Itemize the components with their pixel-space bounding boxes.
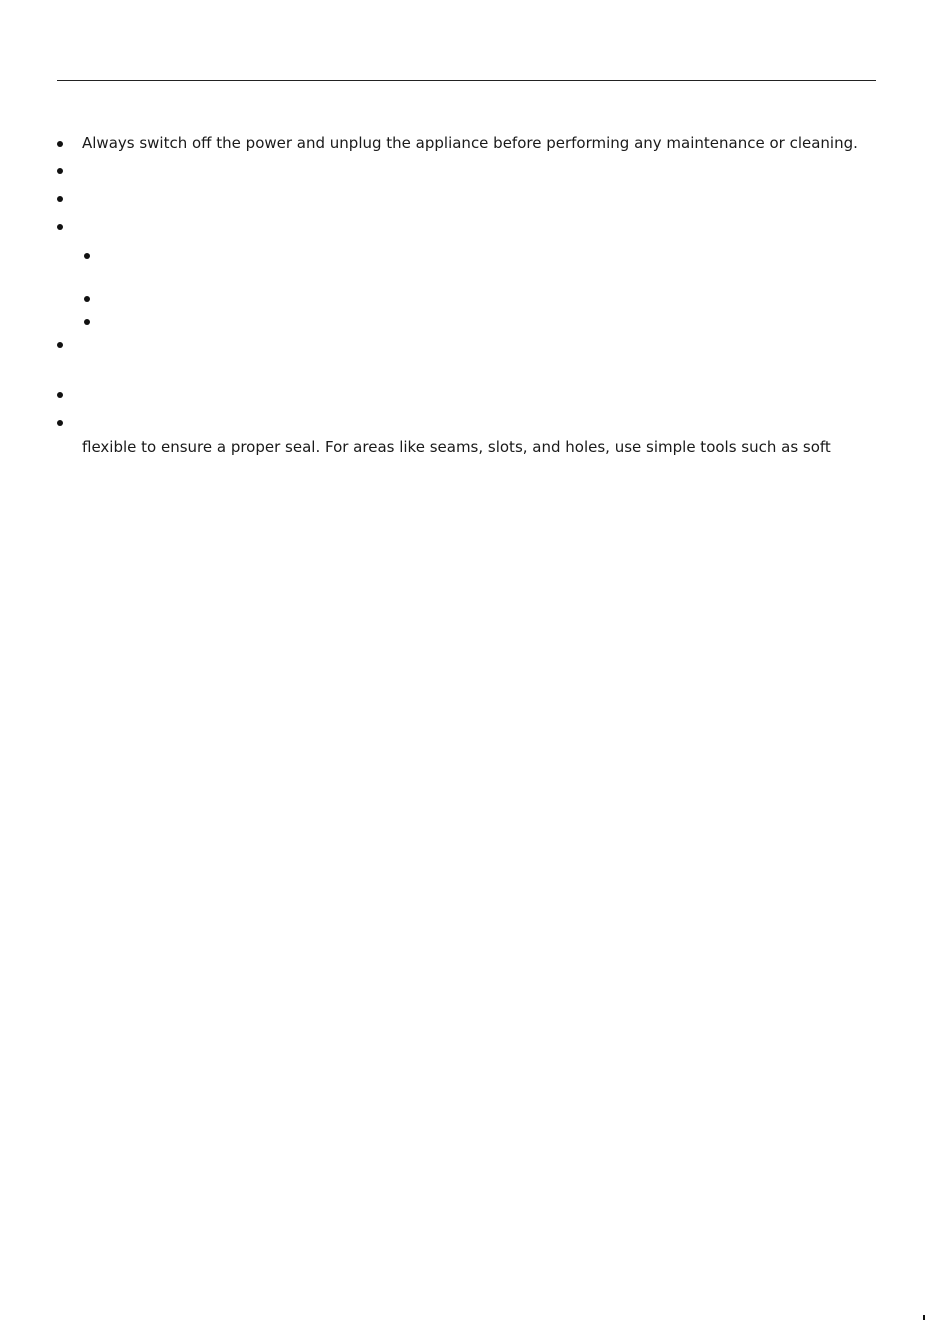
- sub-bullet-icon: [84, 253, 90, 259]
- bullet-icon: [57, 342, 63, 348]
- list-item-continuation: flexible to ensure a proper seal. For areas like seams, slots, and holes, use simple tools such as soft: [82, 438, 831, 456]
- bullet-icon: [57, 168, 63, 174]
- list-item: Always switch off the power and unplug the appliance before performing any maintenance or cleaning.: [82, 134, 858, 152]
- header-rule: [57, 80, 876, 81]
- bullet-icon: [57, 224, 63, 230]
- bullet-icon: [57, 141, 63, 147]
- bullet-icon: [57, 392, 63, 398]
- sub-bullet-icon: [84, 296, 90, 302]
- sub-bullet-icon: [84, 319, 90, 325]
- page-edge-mark: [923, 1315, 925, 1320]
- bullet-icon: [57, 420, 63, 426]
- bullet-icon: [57, 196, 63, 202]
